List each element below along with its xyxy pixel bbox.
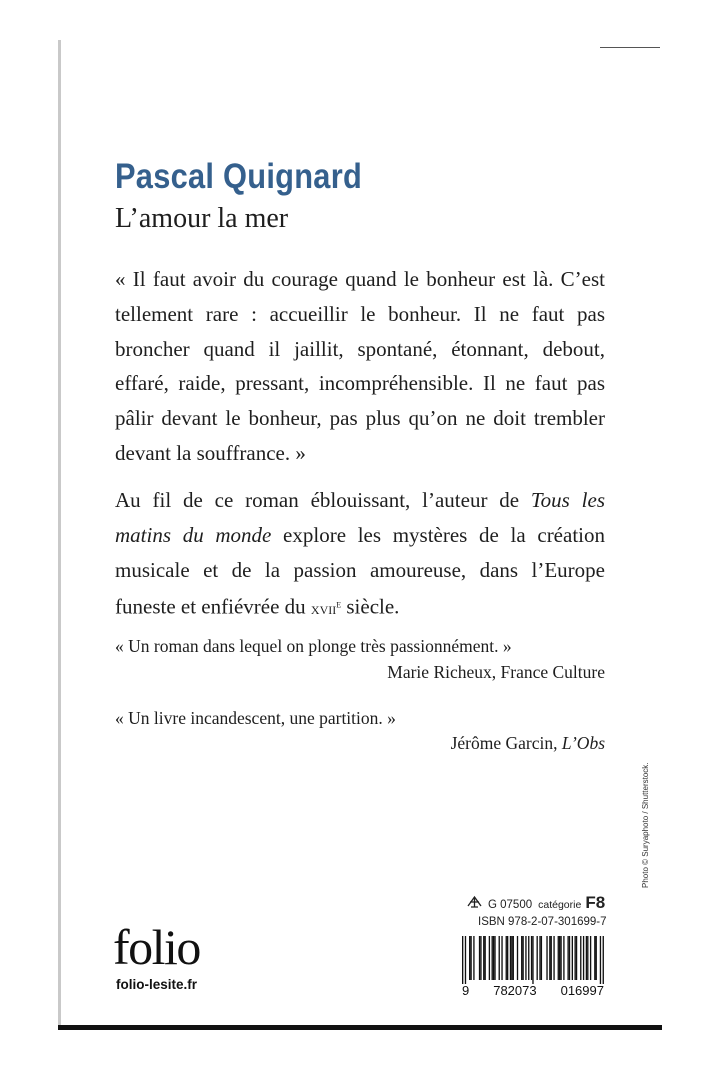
- barcode-bar: [479, 936, 480, 980]
- description-end: siècle.: [341, 595, 400, 620]
- barcode-bar: [483, 936, 484, 980]
- barcode-bar: [525, 936, 526, 980]
- barcode-digit-lead: 9: [462, 983, 470, 998]
- barcode-bars: [462, 936, 604, 984]
- barcode-bar: [590, 936, 591, 980]
- barcode-bar: [580, 936, 581, 980]
- price-code-line: [467, 893, 605, 913]
- barcode-bar: [469, 936, 470, 980]
- description-start: Au fil de ce roman éblouissant, l’auteur de: [115, 488, 531, 512]
- century-superscript: e: [336, 598, 342, 611]
- barcode-bar: [501, 936, 502, 980]
- barcode-bar: [473, 936, 474, 980]
- barcode-bar: [510, 936, 511, 980]
- barcode-bar: [521, 936, 522, 980]
- review-source-2-publication: L’Obs: [561, 733, 605, 753]
- review-source-2: [451, 733, 605, 754]
- review-source-1: [387, 662, 605, 683]
- barcode-bar: [594, 936, 595, 980]
- barcode-bar: [549, 936, 550, 980]
- barcode-bar: [546, 936, 547, 980]
- author-name: Pascal Quignard: [115, 157, 363, 196]
- barcode-bar: [537, 936, 538, 980]
- barcode-bar: [493, 936, 494, 980]
- barcode-bar: [531, 936, 532, 980]
- barcode-bar: [596, 936, 597, 980]
- price-code: G 07500: [488, 899, 533, 911]
- category-value: F8: [585, 893, 606, 912]
- publisher-website: folio-lesite.fr: [116, 977, 198, 992]
- barcode-bar: [507, 936, 508, 980]
- barcode-bar: [539, 936, 540, 980]
- barcode-bar: [600, 936, 601, 984]
- gallimard-star-icon: [467, 895, 482, 908]
- barcode-bar: [489, 936, 490, 980]
- barcode-bar: [567, 936, 568, 980]
- barcode-bar: [511, 936, 512, 980]
- barcode-bar: [553, 936, 554, 980]
- barcode-bar: [492, 936, 493, 980]
- blurb-description: [115, 483, 605, 627]
- century: [311, 599, 341, 618]
- barcode-bar: [586, 936, 587, 980]
- barcode-bar: [574, 936, 575, 980]
- isbn: ISBN 978-2-07-301699-7: [478, 916, 607, 928]
- folio-logo: folio: [113, 919, 200, 975]
- barcode-bar: [485, 936, 486, 980]
- cover-bottom-edge: [58, 1025, 662, 1030]
- review-source-2-name: Jérôme Garcin,: [450, 733, 562, 753]
- barcode-bar: [465, 936, 466, 984]
- barcode-bar: [494, 936, 495, 980]
- description-mid: explore les mystères de la création musicale et de la passion amoureuse, dans l’Europe funeste et enfiévrée du: [115, 522, 605, 620]
- barcode-bar: [583, 936, 584, 980]
- barcode-bar: [560, 936, 561, 980]
- book-title: L’amour la mer: [115, 203, 289, 234]
- photo-credit: Photo © Suryaphoto / Shutterstock.: [641, 762, 650, 888]
- barcode-bar: [513, 936, 514, 980]
- barcode-digits-left: 782073: [493, 983, 537, 998]
- barcode-bar: [541, 936, 542, 980]
- barcode-bar: [528, 936, 529, 980]
- barcode-bar: [551, 936, 552, 980]
- category-label: catégorie: [538, 899, 582, 911]
- review-quote-2: « Un livre incandescent, une partition. »: [115, 708, 396, 728]
- barcode-bar: [603, 936, 604, 984]
- barcode-bar: [499, 936, 500, 980]
- barcode-bar: [480, 936, 481, 980]
- barcode-bar: [522, 936, 523, 980]
- century-numeral: xvii: [310, 599, 337, 619]
- barcode-bar: [559, 936, 560, 980]
- cover-top-edge: [600, 47, 660, 48]
- review-source-1-name: Marie Richeux, France Culture: [387, 662, 605, 682]
- blurb-quote: « Il faut avoir du courage quand le bonheur est là. C’est tellement rare : accueillir le bonheur. Il ne faut pas broncher quand il jaillit, spontané, étonnant, debout, effaré, raide, pressant, incompréhensible. Il ne faut pas pâlir devant le bonheur, pas plus qu’on ne doit trembler devant la souffrance. »: [115, 267, 605, 465]
- barcode-bar: [572, 936, 573, 980]
- barcode-digits-right: 016997: [560, 983, 604, 998]
- barcode-bar: [563, 936, 564, 980]
- barcode-bar: [576, 936, 577, 980]
- barcode-bar: [532, 936, 533, 984]
- barcode: [462, 936, 604, 996]
- barcode-bar: [569, 936, 570, 980]
- review-quote-1: « Un roman dans lequel on plonge très passionnément. »: [115, 636, 512, 656]
- barcode-bar: [470, 936, 471, 980]
- barcode-bar: [506, 936, 507, 980]
- description-work-title: Tous les matins du monde: [115, 488, 605, 547]
- barcode-bar: [462, 936, 463, 984]
- cover-left-edge: [58, 40, 61, 1030]
- barcode-digits: [462, 983, 604, 998]
- barcode-bar: [587, 936, 588, 980]
- barcode-bar: [558, 936, 559, 980]
- barcode-bar: [517, 936, 518, 980]
